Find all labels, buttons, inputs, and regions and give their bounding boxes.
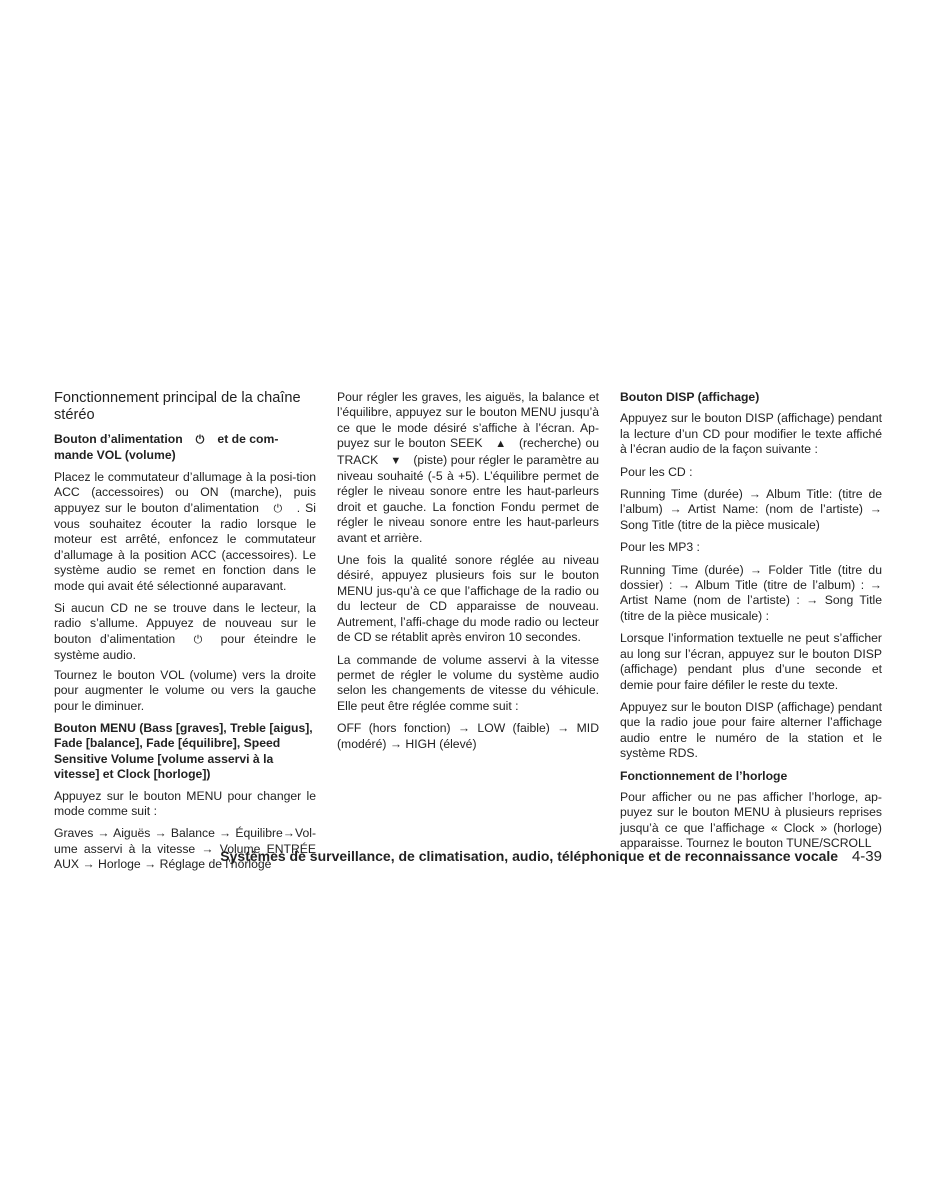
text-run: Placez le commutateur d’allumage à la posi-tion ACC (accessoires) ou ON (marche), puis appuyez sur le bouton d’alimentation xyxy=(54,469,316,515)
paragraph: Tournez le bouton VOL (volume) vers la droite pour augmenter le volume ou vers la gauche pour le diminuer. xyxy=(54,667,316,713)
paragraph: Graves → Aiguës → Balance → Équilibre→Vol-ume asservi à la vitesse → Volume ENTRÉE AUX → Horloge → Réglage de l’horloge xyxy=(54,826,316,872)
power-icon: ⏻ xyxy=(195,434,205,446)
column-right xyxy=(620,390,882,859)
page-footer xyxy=(0,848,882,865)
text-run: (piste) pour régler le paramètre au niveau souhaité (-5 à +5). L’équilibre permet de régler le niveau sonore entre les haut-parleurs droit et gauche. La fonction Fondu permet de régler le niveau sonore entre les haut-parleurs avant et arrière. xyxy=(337,452,599,545)
paragraph: La commande de volume asservi à la vitesse permet de régler le volume du système audio selon les changements de vitesse du véhicule. Elle peut être réglée comme suit : xyxy=(337,652,599,713)
menu-button-heading: Bouton MENU (Bass [graves], Treble [aigus], Fade [balance], Fade [équilibre], Speed Sensitive Volume [volume asservi à la vitesse] et Clock [horloge]) xyxy=(54,720,313,782)
paragraph: Appuyez sur le bouton DISP (affichage) pendant que la radio joue pour faire alterner l’affichage audio entre le numéro de la station et le système RDS. xyxy=(620,699,882,761)
page-number: 4-39 xyxy=(851,848,882,865)
power-icon: ⏻ xyxy=(193,633,203,646)
text-run: Pour régler les graves, les aiguës, la balance et l’équilibre, appuyez sur le bouton MENU jusqu’à ce que le mode désiré s’affiche à l’écran. Ap-puyez sur le bouton SEEK xyxy=(337,390,599,451)
disp-button-heading: Bouton DISP (affichage) xyxy=(620,390,760,404)
text-run: (recherche) ou TRACK xyxy=(337,436,600,467)
section-title: Fonctionnement principal de la chaîne stéréo xyxy=(54,390,301,423)
paragraph: Running Time (durée) → Album Title: (titre de l’album) → Artist Name: (nom de l’artiste) → Song Title (titre de la pièce musicale) xyxy=(620,487,882,532)
paragraph: Pour les MP3 : xyxy=(620,540,700,555)
text-run: . Si vous souhaitez écouter la radio lorsque le moteur est arrêté, enfoncez le commutateur d’allumage à la position ACC (accessoires). Le système audio se remet en fonction dans le mode qui avait été sélectionné auparavant. xyxy=(54,500,316,593)
paragraph: Appuyez sur le bouton DISP (affichage) pendant la lecture d’un CD pour modifier le texte affiché à l’écran audio de la façon suivante : xyxy=(620,411,882,457)
paragraph: Lorsque l’information textuelle ne peut s’afficher au long sur l’écran, appuyez sur le bouton DISP (affichage) pendant plus d’une seconde et demie pour faire défiler le reste du texte. xyxy=(620,631,882,692)
power-heading-part1: Bouton d’alimentation xyxy=(54,432,183,446)
power-heading-part2: et de com-mande VOL (volume) xyxy=(54,432,279,463)
paragraph: OFF (hors fonction) → LOW (faible) → MID (modéré) → HIGH (élevé) xyxy=(337,721,599,751)
clock-heading: Fonctionnement de l’horloge xyxy=(620,768,788,783)
footer-section-title: Systèmes de surveillance, de climatisation, audio, téléphonique et de reconnaissance vocale xyxy=(220,848,839,864)
arrow-up-icon: ▲ xyxy=(495,438,507,451)
paragraph xyxy=(54,601,316,664)
paragraph: Pour les CD : xyxy=(620,464,693,479)
text-run: Si aucun CD ne se trouve dans le lecteur, la radio s’allume. Appuyez de nouveau sur le bouton d’alimentation xyxy=(54,601,316,646)
paragraph: Une fois la qualité sonore réglée au niveau désiré, appuyez plusieurs fois sur le bouton MENU jus-qu’à ce que l’affichage de la radio ou du lecteur de CD apparaisse de nouveau. Autrement, l’affi-chage du mode radio ou lecteur de CD se rétablit après environ 10 secondes. xyxy=(337,553,599,645)
power-icon: ⏻ xyxy=(273,502,283,515)
power-vol-heading xyxy=(54,432,316,464)
paragraph xyxy=(337,390,599,546)
column-left xyxy=(54,390,316,880)
paragraph: Pour afficher ou ne pas afficher l’horloge, ap-puyez sur le bouton MENU à plusieurs reprises jusqu’à ce que l’affichage « Clock » (horloge) apparaisse. Tournez le bouton TUNE/SCROLL xyxy=(620,789,882,851)
arrow-down-icon: ▼ xyxy=(390,454,402,467)
paragraph: Running Time (durée) → Folder Title (titre du dossier) : → Album Title (titre de l’album) : → Artist Name (nom de l’artiste) : → Song Title (titre de la pièce musicale) : xyxy=(620,562,882,623)
paragraph xyxy=(54,470,316,594)
column-middle xyxy=(337,390,599,759)
text-run: pour éteindre le système audio. xyxy=(54,631,316,663)
paragraph: Appuyez sur le bouton MENU pour changer le mode comme suit : xyxy=(54,788,316,818)
